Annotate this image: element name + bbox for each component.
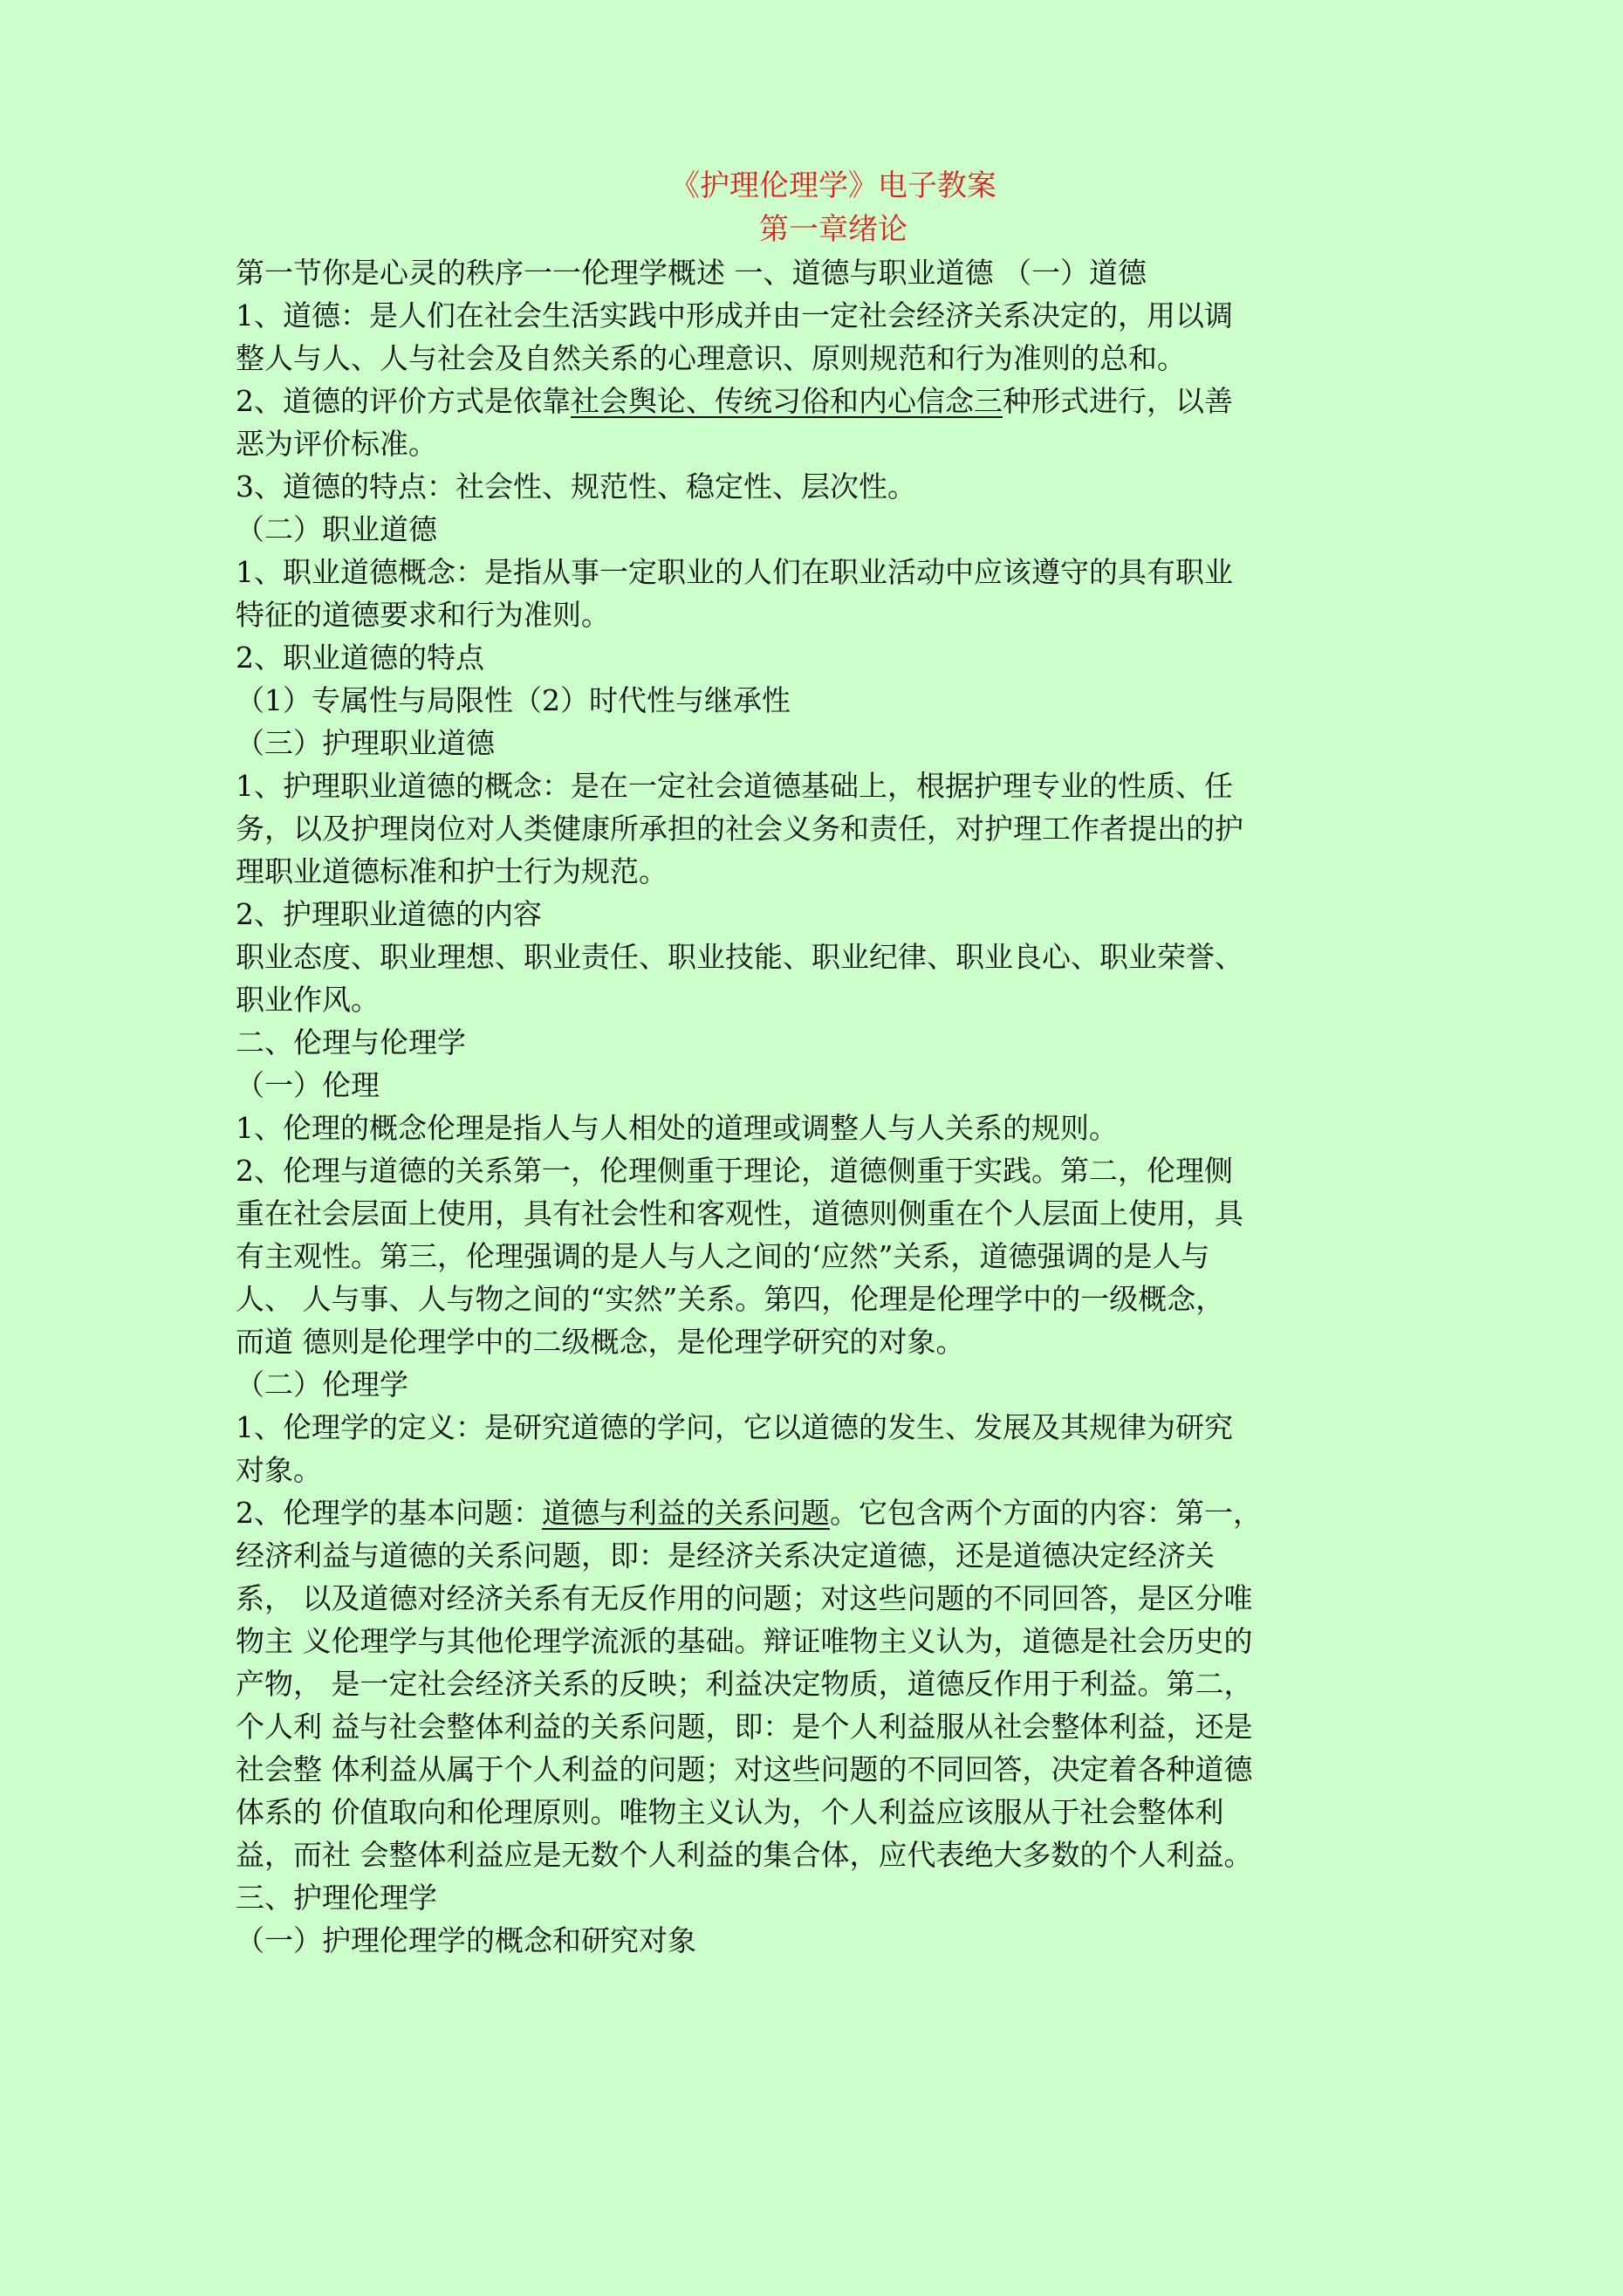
- text-line: 有主观性。第三，伦理强调的是人与人之间的‘应然”关系，道德强调的是人与: [236, 1239, 1210, 1273]
- text-line: 2、护理职业道德的内容: [236, 897, 542, 931]
- text-segment: 2、伦理学的基本问题：: [236, 1496, 542, 1530]
- text-segment: 种形式进行，以善: [1003, 384, 1233, 418]
- text-line: 社会整 体利益从属于个人利益的问题；对这些问题的不同回答，决定着各种道德: [236, 1752, 1253, 1786]
- text-line: 系， 以及道德对经济关系有无反作用的问题；对这些问题的不同回答，是区分唯: [236, 1581, 1253, 1615]
- text-line: 职业作风。: [236, 983, 380, 1017]
- text-line: 重在社会层面上使用，具有社会性和客观性，道德则侧重在个人层面上使用，具: [236, 1196, 1243, 1230]
- text-line: 职业态度、职业理想、职业责任、职业技能、职业纪律、职业良心、职业荣誉、: [236, 940, 1243, 974]
- underlined-text: 社会舆论、传统习俗和内心信念三: [571, 384, 1003, 418]
- text-line: 恶为评价标准。: [236, 427, 437, 461]
- text-line: （一）护理伦理学的概念和研究对象: [236, 1923, 696, 1957]
- underlined-text: 道德与利益的关系问题: [542, 1496, 830, 1530]
- text-line: 1、伦理的概念伦理是指人与人相处的道理或调整人与人关系的规则。: [236, 1111, 1118, 1145]
- text-line: [236, 1491, 1396, 1534]
- text-line: （二）职业道德: [236, 512, 437, 546]
- text-line: （二）伦理学: [236, 1367, 408, 1402]
- text-segment: 2、道德的评价方式是依靠: [236, 384, 571, 418]
- text-line: 2、伦理与道德的关系第一，伦理侧重于理论，道德侧重于实践。第二，伦理侧: [236, 1154, 1233, 1188]
- text-line: 个人利 益与社会整体利益的关系问题，即：是个人利益服从社会整体利益，还是: [236, 1710, 1253, 1744]
- document-body: [236, 251, 1396, 1962]
- text-line: （1）专属性与局限性（2）时代性与继承性: [236, 683, 791, 717]
- document-title: 《护理伦理学》电子教案: [670, 168, 996, 203]
- text-line: 益，而社 会整体利益应是无数个人利益的集合体，应代表绝大多数的个人利益。: [236, 1838, 1253, 1872]
- text-line: 1、护理职业道德的概念：是在一定社会道德基础上，根据护理专业的性质、任: [236, 769, 1233, 803]
- text-line: 第一节你是心灵的秩序一一伦理学概述 一、道德与职业道德 （一）道德: [236, 256, 1147, 290]
- text-line: 1、道德：是人们在社会生活实践中形成并由一定社会经济关系决定的，用以调: [236, 298, 1233, 332]
- text-line: 务，以及护理岗位对人类健康所承担的社会义务和责任，对护理工作者提出的护: [236, 812, 1243, 846]
- text-line: 人、 人与事、人与物之间的“实然”关系。第四，伦理是伦理学中的一级概念，: [236, 1282, 1225, 1316]
- text-line: [236, 380, 1396, 422]
- text-line: 1、伦理学的定义：是研究道德的学问，它以道德的发生、发展及其规律为研究: [236, 1410, 1233, 1444]
- chapter-heading: 第一章绪论: [759, 212, 907, 247]
- text-line: 而道 德则是伦理学中的二级概念，是伦理学研究的对象。: [236, 1325, 965, 1359]
- text-line: 3、道德的特点：社会性、规范性、稳定性、层次性。: [236, 469, 916, 504]
- text-line: 体系的 价值取向和伦理原则。唯物主义认为，个人利益应该服从于社会整体利: [236, 1795, 1224, 1829]
- text-segment: 。它包含两个方面的内容：第一，: [830, 1496, 1262, 1530]
- text-line: 物主 义伦理学与其他伦理学流派的基础。辩证唯物主义认为，道德是社会历史的: [236, 1624, 1253, 1658]
- text-line: 2、职业道德的特点: [236, 641, 484, 675]
- text-line: 1、职业道德概念：是指从事一定职业的人们在职业活动中应该遵守的具有职业: [236, 555, 1233, 589]
- text-line: 特征的道德要求和行为准则。: [236, 598, 610, 632]
- text-line: 经济利益与道德的关系问题，即：是经济关系决定道德，还是道德决定经济关: [236, 1539, 1215, 1573]
- text-line: （三）护理职业道德: [236, 726, 495, 760]
- document-page: [236, 164, 1396, 1962]
- text-line: 对象。: [236, 1453, 322, 1487]
- text-line: 产物， 是一定社会经济关系的反映；利益决定物质，道德反作用于利益。第二，: [236, 1667, 1253, 1701]
- text-line: 整人与人、人与社会及自然关系的心理意识、原则规范和行为准则的总和。: [236, 341, 1186, 375]
- text-line: （一）伦理: [236, 1068, 380, 1102]
- text-line: 理职业道德标准和护士行为规范。: [236, 854, 668, 888]
- text-line: 三、护理伦理学: [236, 1881, 437, 1915]
- text-line: 二、伦理与伦理学: [236, 1025, 466, 1059]
